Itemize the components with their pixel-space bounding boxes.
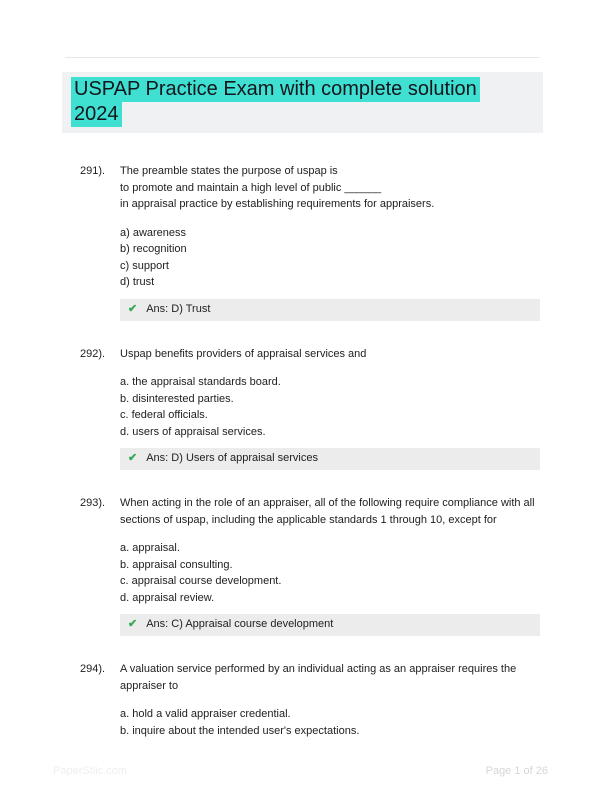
watermark-text: PaperStlic.com <box>53 765 127 777</box>
option-c: c) support <box>120 259 169 272</box>
question-text-line: in appraisal practice by establishing requirements for appraisers. <box>120 198 435 210</box>
option-c: c. federal officials. <box>120 409 208 421</box>
option-b: b. disinterested parties. <box>120 392 234 405</box>
check-icon: ✔ <box>128 452 138 464</box>
page-number: Page 1 of 26 <box>485 765 548 777</box>
option-a: a. appraisal. <box>120 542 180 554</box>
question-292 <box>80 346 540 471</box>
check-icon: ✔ <box>128 618 138 630</box>
option-d: d) trust <box>120 276 155 288</box>
options-list <box>120 706 540 739</box>
answer-text: Ans: C) Appraisal course development <box>146 618 334 630</box>
question-text-line: The preamble states the purpose of uspap is <box>120 165 338 177</box>
question-text-line: sections of uspap, including the applicable standards 1 through 10, except for <box>120 513 497 526</box>
question-number: 292). <box>80 347 106 360</box>
options-list <box>120 374 540 440</box>
option-c: c. appraisal course development. <box>120 575 282 587</box>
answer-box <box>120 448 540 470</box>
option-a: a. the appraisal standards board. <box>120 376 281 388</box>
page-title-line2 <box>71 102 534 127</box>
questions-list <box>80 163 540 764</box>
question-text-line: When acting in the role of an appraiser, all of the following require compliance with all <box>120 497 535 509</box>
option-a: a. hold a valid appraiser credential. <box>120 708 291 720</box>
question-text-line: appraiser to <box>120 679 179 692</box>
page-title-highlight-line1: USPAP Practice Exam with complete solution <box>71 77 480 102</box>
check-icon: ✔ <box>128 302 138 315</box>
answer-box <box>120 299 540 321</box>
question-number: 291). <box>80 165 106 177</box>
answer-text: Ans: D) Users of appraisal services <box>146 452 318 464</box>
option-a: a) awareness <box>120 226 187 239</box>
page-footer <box>0 763 606 783</box>
question-body <box>120 346 540 471</box>
question-text-line: A valuation service performed by an individual acting as an appraiser requires the <box>120 663 517 675</box>
question-number: 293). <box>80 497 106 509</box>
options-list <box>120 225 540 291</box>
option-b: b) recognition <box>120 243 187 255</box>
question-body <box>120 163 540 321</box>
option-d: d. appraisal review. <box>120 591 215 604</box>
answer-box <box>120 614 540 636</box>
answer-text: Ans: D) Trust <box>146 302 211 315</box>
option-d: d. users of appraisal services. <box>120 425 266 438</box>
question-text-line: Uspap benefits providers of appraisal services and <box>120 347 367 360</box>
question-body <box>120 495 540 636</box>
question-294 <box>80 661 540 739</box>
page-header <box>62 72 543 133</box>
page-title <box>71 77 534 102</box>
page-top-divider <box>65 57 540 58</box>
question-body <box>120 661 540 739</box>
question-number: 294). <box>80 663 106 675</box>
option-b: b. appraisal consulting. <box>120 558 233 571</box>
question-text-line: to promote and maintain a high level of public ______ <box>120 181 382 194</box>
options-list <box>120 540 540 606</box>
page-title-highlight-line2: 2024 <box>71 102 122 127</box>
question-293 <box>80 495 540 636</box>
option-b: b. inquire about the intended user's expectations. <box>120 724 360 737</box>
question-291 <box>80 163 540 321</box>
